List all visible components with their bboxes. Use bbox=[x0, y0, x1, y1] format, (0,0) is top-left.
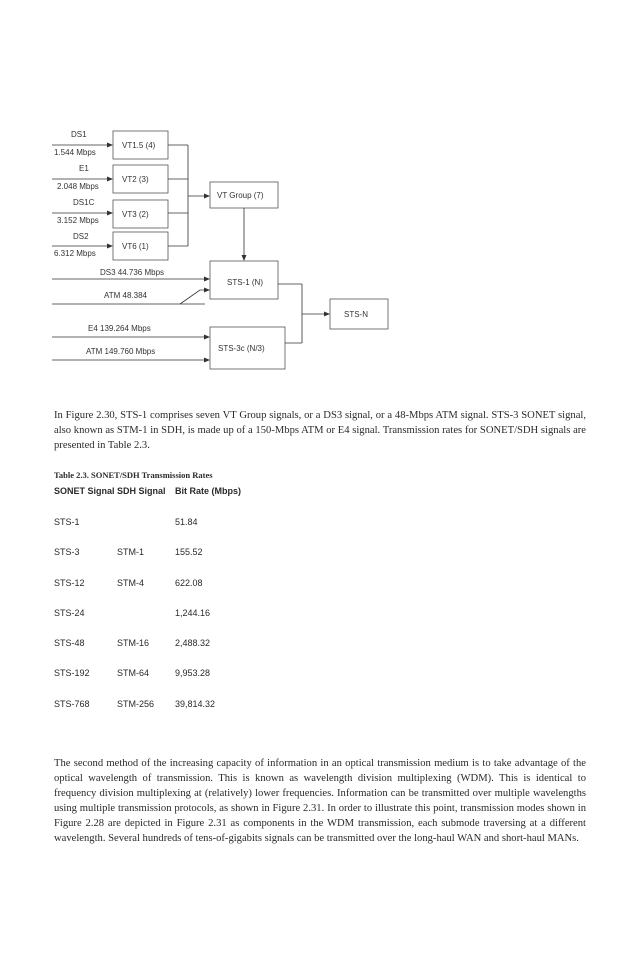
cell-rate: 9,953.28 bbox=[175, 668, 211, 679]
ds3-input-label: DS3 44.736 Mbps bbox=[100, 268, 165, 277]
table-caption: Table 2.3. SONET/SDH Transmission Rates bbox=[54, 470, 213, 480]
header-sdh-signal: SDH Signal bbox=[117, 486, 166, 496]
sts3c-label: STS-3c (N/3) bbox=[218, 344, 265, 353]
cell-rate: 155.52 bbox=[175, 547, 203, 558]
vt15-label: VT1.5 (4) bbox=[122, 141, 156, 150]
cell-sonet: STS-3 bbox=[54, 547, 80, 558]
vt3-label: VT3 (2) bbox=[122, 210, 149, 219]
ds1c-name: DS1C bbox=[73, 198, 95, 207]
cell-rate: 622.08 bbox=[175, 577, 203, 588]
e1-name: E1 bbox=[79, 164, 89, 173]
table-row bbox=[54, 506, 265, 536]
cell-rate: 51.84 bbox=[175, 517, 198, 527]
table-row bbox=[54, 688, 265, 718]
vt6-label: VT6 (1) bbox=[122, 242, 149, 251]
cell-sonet: STS-192 bbox=[54, 668, 90, 679]
cell-sdh: STM-64 bbox=[117, 668, 150, 679]
cell-sonet: STS-12 bbox=[54, 577, 85, 588]
cell-sdh: STM-16 bbox=[117, 638, 150, 649]
paragraph-figure-explanation: In Figure 2.30, STS-1 comprises seven VT Group signals, or a DS3 signal, or a 48-Mbps ATM signal. STS-3 SONET signal, also known as STM-1 in SDH, is made up of a 150-Mbps ATM or E4 signal. Transmission rates for SONET/SDH signals are presented in Table 2.3. bbox=[54, 410, 586, 451]
cell-rate: 39,814.32 bbox=[175, 698, 216, 709]
ds2-rate: 6.312 Mbps bbox=[54, 249, 96, 258]
vt-group-label: VT Group (7) bbox=[217, 191, 264, 200]
sts-n-label: STS-N bbox=[344, 310, 368, 319]
cell-sdh: STM-4 bbox=[117, 577, 144, 588]
table-header-row bbox=[54, 486, 265, 506]
cell-sonet: STS-48 bbox=[54, 638, 85, 649]
table-row bbox=[54, 567, 265, 597]
cell-sdh: STM-1 bbox=[117, 547, 144, 558]
cell-sonet: STS-24 bbox=[54, 607, 85, 618]
ds1c-rate: 3.152 Mbps bbox=[57, 216, 99, 225]
cell-sdh bbox=[117, 597, 175, 627]
sonet-multiplexing-diagram bbox=[0, 0, 638, 380]
e1-rate: 2.048 Mbps bbox=[57, 182, 99, 191]
ds1-name: DS1 bbox=[71, 130, 87, 139]
sts1-label: STS-1 (N) bbox=[227, 278, 263, 287]
atm48-input-label: ATM 48.384 bbox=[104, 291, 147, 300]
table-row bbox=[54, 597, 265, 627]
cell-rate: 1,244.16 bbox=[175, 607, 211, 618]
e4-input-label: E4 139.264 Mbps bbox=[88, 324, 151, 333]
table-row bbox=[54, 627, 265, 657]
ds2-name: DS2 bbox=[73, 232, 89, 241]
ds1-rate: 1.544 Mbps bbox=[54, 148, 96, 157]
table-row bbox=[54, 536, 265, 566]
cell-sonet: STS-768 bbox=[54, 698, 90, 709]
header-sonet-signal: SONET Signal bbox=[54, 486, 115, 496]
vt2-label: VT2 (3) bbox=[122, 175, 149, 184]
table-row bbox=[54, 657, 265, 687]
cell-sonet: STS-1 bbox=[54, 517, 80, 527]
cell-rate: 2,488.32 bbox=[175, 638, 211, 649]
header-bit-rate: Bit Rate (Mbps) bbox=[175, 486, 241, 496]
sonet-sdh-rates-table bbox=[54, 486, 265, 718]
atm149-input-label: ATM 149.760 Mbps bbox=[86, 347, 156, 356]
paragraph-wdm: The second method of the increasing capacity of information in an optical transmission medium is to take advantage of the optical wavelength of transmission. This is known as wavelength division multiplexing (WDM). This is identical to frequency division multiplexing at (relatively) lower frequencies. Information can be transmitted over multiple wavelengths using multiple transmission protocols, as shown in Figure 2.31. In order to illustrate this point, transmission modes shown in Figure 2.28 are depicted in Figure 2.31 as components in the WDM transmission, each submode traversing at a different wavelength. Several hundreds of tens-of-gigabits signals can be transmitted over the long-haul WAN and short-haul MANs. bbox=[54, 758, 586, 844]
cell-sdh bbox=[117, 506, 175, 536]
cell-sdh: STM-256 bbox=[117, 698, 155, 709]
